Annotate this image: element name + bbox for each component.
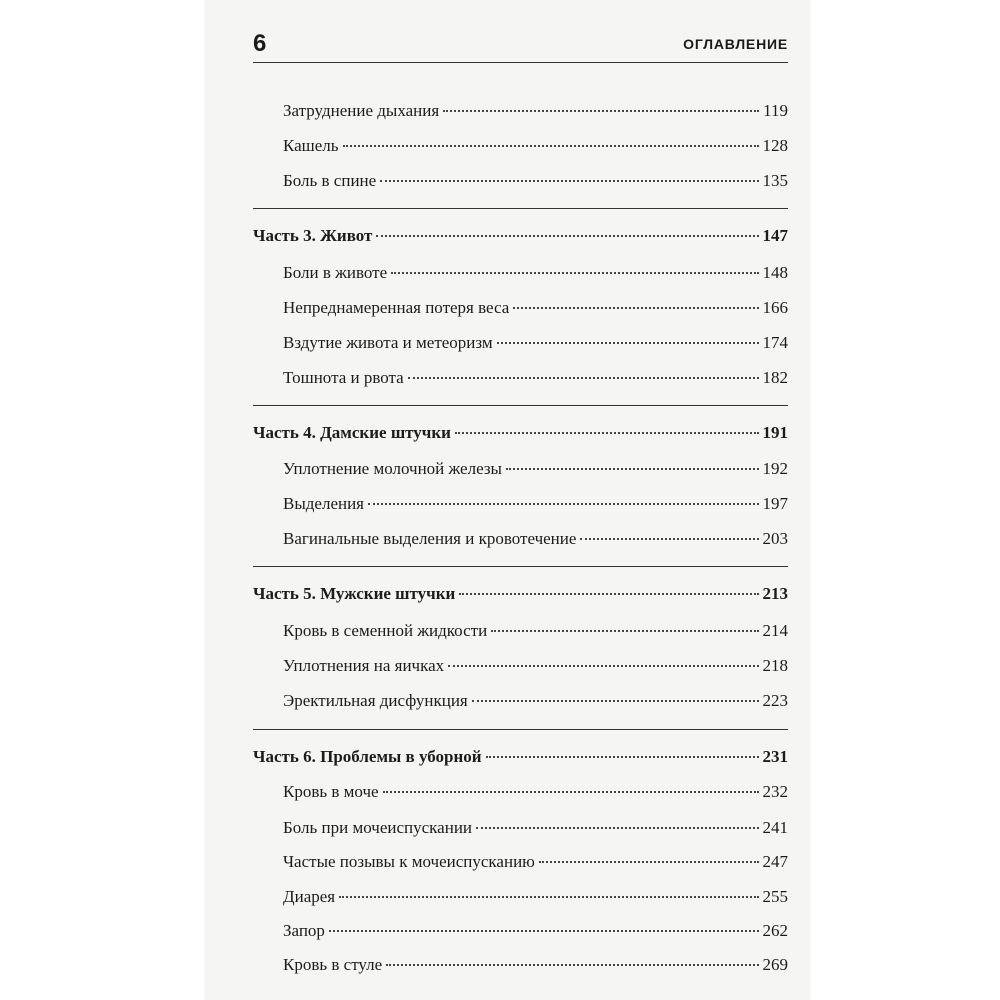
toc-title: Часть 5. Мужские штучки (253, 584, 456, 603)
toc-entry (253, 620, 788, 642)
toc-page-number: 223 (762, 691, 788, 710)
toc-page-number: 255 (762, 887, 788, 906)
toc-page-number: 232 (762, 782, 788, 801)
toc-entry (253, 655, 788, 677)
section-divider (253, 566, 788, 567)
dot-leader (539, 861, 759, 863)
toc-page-number: 191 (762, 423, 788, 442)
toc-title: Эректильная дисфункция (283, 691, 468, 710)
toc-page-number: 203 (762, 529, 788, 548)
toc-page-number: 166 (762, 298, 788, 317)
toc-entry (253, 954, 788, 976)
dot-leader (486, 756, 759, 758)
toc-part-heading (253, 583, 788, 605)
toc-title: Боли в животе (283, 263, 388, 282)
toc-entry (253, 458, 788, 480)
toc-title: Непреднамеренная потеря веса (283, 298, 510, 317)
toc-entry (253, 135, 788, 157)
dot-leader (459, 593, 758, 595)
toc-title: Кровь в семенной жидкости (283, 621, 488, 640)
dot-leader (513, 307, 758, 309)
dot-leader (491, 630, 758, 632)
page-header (253, 26, 788, 66)
toc-page-number: 231 (762, 747, 788, 766)
dot-leader (343, 145, 759, 147)
dot-leader (476, 827, 758, 829)
dot-leader (455, 432, 759, 434)
toc-part-heading (253, 225, 788, 247)
toc-title: Частые позывы к мочеиспусканию (283, 852, 535, 871)
dot-leader (506, 468, 759, 470)
section-divider (253, 405, 788, 406)
toc-title: Выделения (283, 494, 364, 513)
dot-leader (339, 896, 758, 898)
toc-entry (253, 170, 788, 192)
toc-entry (253, 493, 788, 515)
toc-page-number: 182 (762, 368, 788, 387)
toc-title: Уплотнение молочной железы (283, 459, 502, 478)
page-number: 6 (253, 30, 267, 57)
toc-entry (253, 817, 788, 839)
toc-title: Тошнота и рвота (283, 368, 404, 387)
dot-leader (497, 342, 759, 344)
toc-entry (253, 851, 788, 873)
book-page (205, 0, 810, 1000)
toc-page-number: 241 (762, 818, 788, 837)
toc-page-number: 119 (763, 101, 788, 120)
toc-title: Часть 4. Дамские штучки (253, 423, 451, 442)
toc-page-number: 128 (762, 136, 788, 155)
toc-page-number: 135 (762, 171, 788, 190)
dot-leader (408, 377, 759, 379)
toc-entry (253, 528, 788, 550)
toc-page-number: 218 (762, 656, 788, 675)
toc-entry (253, 920, 788, 942)
toc-entry (253, 690, 788, 712)
toc-entry (253, 297, 788, 319)
toc-page-number: 192 (762, 459, 788, 478)
toc-entry (253, 332, 788, 354)
toc-entry (253, 100, 788, 122)
toc-page-number: 213 (762, 584, 788, 603)
toc-title: Кровь в стуле (283, 955, 383, 974)
header-rule (253, 62, 788, 63)
dot-leader (376, 235, 758, 237)
toc-page-number: 147 (762, 226, 788, 245)
toc-title: Запор (283, 921, 325, 940)
dot-leader (383, 791, 759, 793)
toc-title: Боль при мочеиспускании (283, 818, 473, 837)
toc-title: Часть 6. Проблемы в уборной (253, 747, 482, 766)
dot-leader (472, 700, 759, 702)
toc-page-number: 148 (762, 263, 788, 282)
dot-leader (580, 538, 758, 540)
toc-page-number: 262 (762, 921, 788, 940)
toc-title: Кашель (283, 136, 339, 155)
section-divider (253, 208, 788, 209)
dot-leader (329, 930, 759, 932)
dot-leader (386, 964, 758, 966)
toc-title: Вздутие живота и метеоризм (283, 333, 493, 352)
toc-page-number: 197 (762, 494, 788, 513)
toc-title: Уплотнения на яичках (283, 656, 445, 675)
toc-page-number: 174 (762, 333, 788, 352)
toc-title: Часть 3. Живот (253, 226, 373, 245)
toc-part-heading (253, 746, 788, 768)
toc-title: Вагинальные выделения и кровотечение (283, 529, 577, 548)
section-divider (253, 729, 788, 730)
toc-entry (253, 886, 788, 908)
toc-page-number: 269 (762, 955, 788, 974)
toc-title: Затруднение дыхания (283, 101, 440, 120)
toc-entry (253, 781, 788, 803)
dot-leader (443, 110, 759, 112)
dot-leader (380, 180, 758, 182)
toc-title: Кровь в моче (283, 782, 379, 801)
toc-entry (253, 367, 788, 389)
section-title: ОГЛАВЛЕНИЕ (683, 36, 788, 52)
dot-leader (391, 272, 758, 274)
toc-title: Боль в спине (283, 171, 377, 190)
dot-leader (448, 665, 758, 667)
dot-leader (368, 503, 759, 505)
toc-page-number: 247 (762, 852, 788, 871)
toc-part-heading (253, 422, 788, 444)
toc-title: Диарея (283, 887, 336, 906)
toc-page-number: 214 (762, 621, 788, 640)
toc-entry (253, 262, 788, 284)
